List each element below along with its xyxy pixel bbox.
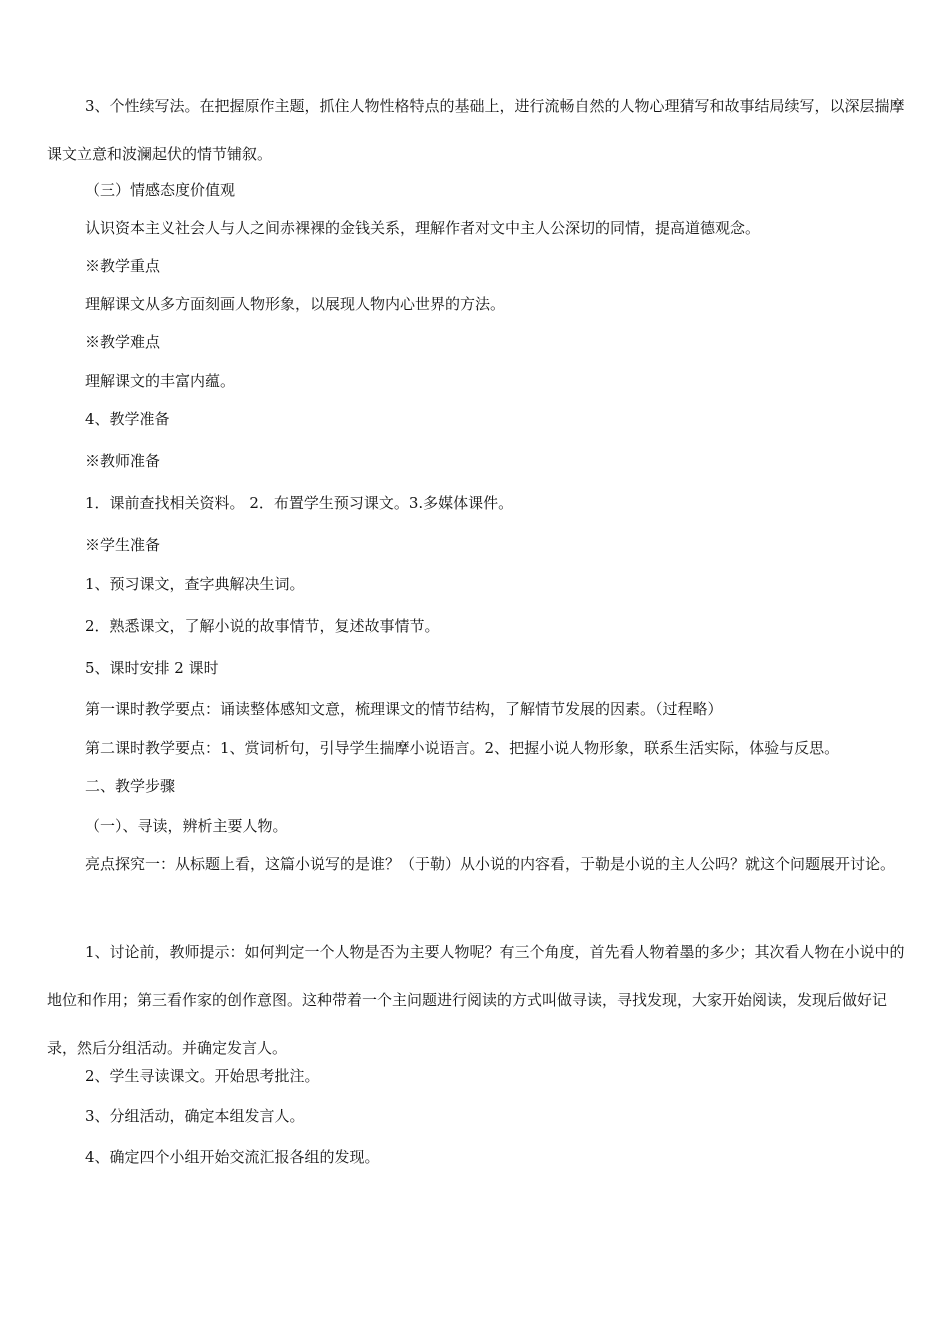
paragraph-first-lesson: 第一课时教学要点：诵读整体感知文意，梳理课文的情节结构，了解情节发展的因素。（过程略）	[85, 700, 723, 718]
paragraph-highlight-inquiry: 亮点探究一：从标题上看，这篇小说写的是谁？（于勒）从小说的内容看，于勒是小说的主人公吗？就这个问题展开讨论。	[85, 855, 896, 873]
paragraph-step-3: 3、分组活动，确定本组发言人。	[85, 1107, 305, 1125]
paragraph-step-4: 4、确定四个小组开始交流汇报各组的发现。	[85, 1148, 380, 1166]
heading-teaching-focus: ※教学重点	[85, 257, 161, 275]
paragraph-teaching-focus: 理解课文从多方面刻画人物形象，以展现人物内心世界的方法。	[85, 295, 506, 313]
heading-step-one: （一）、寻读，辨析主要人物。	[85, 817, 288, 835]
paragraph-teaching-difficulty: 理解课文的丰富内蕴。	[85, 372, 236, 390]
heading-student-preparation: ※学生准备	[85, 536, 161, 554]
heading-teaching-difficulty: ※教学难点	[85, 333, 161, 351]
heading-teacher-preparation: ※教师准备	[85, 452, 161, 470]
heading-schedule: 5、课时安排 2 课时	[85, 659, 219, 677]
paragraph-discussion-hint: 1、讨论前，教师提示：如何判定一个人物是否为主要人物呢？有三个角度，首先看人物着墨的多少；其次看人物在小说中的地位和作用；第三看作家的创作意图。这种带着一个主问题进行阅读的方式叫做寻读，寻找发现，大家开始阅读，发现后做好记录，然后分组活动。并确定发言人。	[47, 943, 905, 1057]
heading-teaching-preparation: 4、教学准备	[85, 410, 170, 428]
paragraph-emotion-values: 认识资本主义社会人与人之间赤裸裸的金钱关系，理解作者对文中主人公深切的同情，提高道德观念。	[85, 219, 761, 237]
paragraph-step-2: 2、学生寻读课文。开始思考批注。	[85, 1067, 320, 1085]
paragraph-student-prep-1: 1、预习课文，查字典解决生词。	[85, 575, 305, 593]
paragraph-second-lesson: 第二课时教学要点：1、赏词析句，引导学生揣摩小说语言。2、把握小说人物形象，联系生活实际，体验与反思。	[85, 739, 840, 757]
paragraph-continuation-method: 3、个性续写法。在把握原作主题，抓住人物性格特点的基础上，进行流畅自然的人物心理猜写和故事结局续写，以深层揣摩课文立意和波澜起伏的情节铺叙。	[47, 97, 905, 163]
paragraph-teacher-preparation: 1．课前查找相关资料。 2．布置学生预习课文。3.多媒体课件。	[85, 494, 514, 512]
heading-teaching-steps: 二、教学步骤	[85, 777, 176, 795]
heading-emotion-values: （三）情感态度价值观	[85, 181, 236, 199]
paragraph-student-prep-2: 2．熟悉课文，了解小说的故事情节，复述故事情节。	[85, 617, 440, 635]
